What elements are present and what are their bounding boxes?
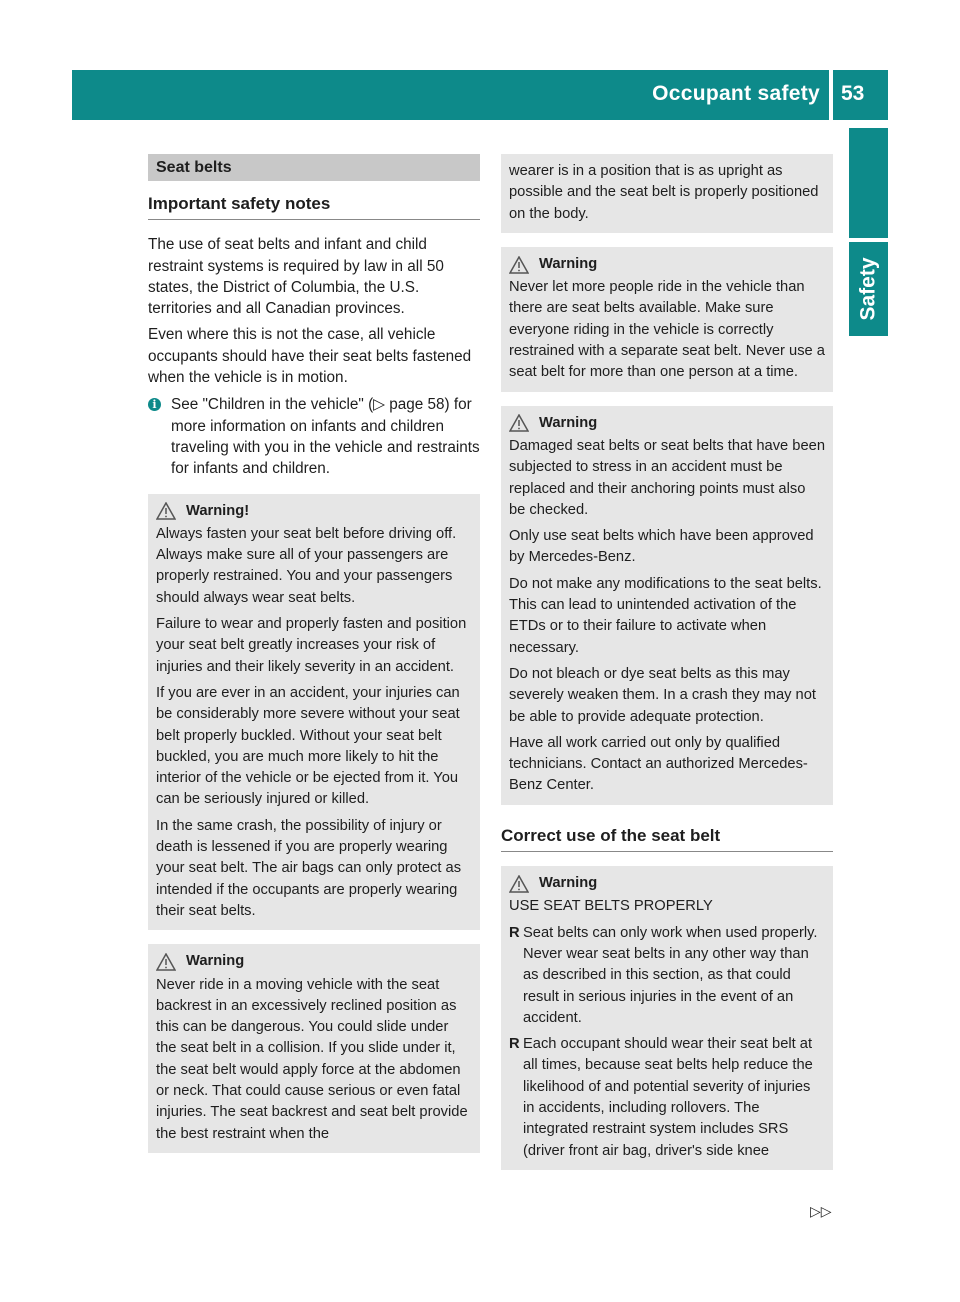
warning-title: Warning [186,953,245,970]
warning-box [501,406,833,805]
warning-triangle-icon [509,414,529,432]
bullet-icon: R [509,924,520,941]
info-note [148,394,480,479]
bullet-text: Seat belts can only work when used properly. Never wear seat belts in any other way than as described in this section, as that could result in serious injuries in the event of an accident. [523,924,818,1026]
warning-title: Warning [539,414,598,431]
side-tab-label: Safety [856,257,880,321]
warning-text: Never ride in a moving vehicle with the seat backrest in an excessively reclined position as this can be dangerous. You could slide under the seat belt in a collision. If you slide under it, the seat belt would apply force at the abdomen or neck. That could cause serious or even fatal injuries. The seat backrest and seat belt provide the best restraint when the [156,976,468,1142]
warning-triangle-icon [509,256,529,274]
right-column [501,154,833,1170]
warning-text: In the same crash, the possibility of injury or death is lessened if you are properly wearing your seat belt. The air bags can only protect as intended if the occupants are properly wearing their seat belts. [156,817,462,919]
continue-arrows: ▷▷ [810,1203,832,1219]
warning-box [148,944,480,1153]
subheading-correct-use: Correct use of the seat belt [501,825,833,852]
warning-box [501,247,833,392]
warning-text: wearer is in a position that is as upright as possible and the seat belt is properly positioned on the body. [509,163,819,222]
warning-text: Always fasten your seat belt before driving off. Always make sure all of your passengers are properly restrained. You and your passengers should always wear seat belts. [156,525,457,606]
list-item [509,1034,825,1162]
info-icon: i [148,398,161,411]
bullet-icon: R [509,1036,520,1053]
warning-text: Do not make any modifications to the seat belts. This can lead to unintended activation of the ETDs or to their failure to activate when necessary. [509,575,822,656]
warning-title: Warning! [186,502,250,519]
warning-triangle-icon [509,875,529,893]
warning-box [148,494,480,931]
subheading-safety-notes: Important safety notes [148,193,480,220]
bullet-text: Each occupant should wear their seat belt at all times, because seat belts help reduce the likelihood of and potential severity of injuries in accidents, including rollovers. The integrated restraint system includes SRS (driver front air bag, driver's side knee [523,1036,813,1159]
left-column [148,154,480,1153]
warning-text: If you are ever in an accident, your injuries can be considerably more severe without your seat belt properly buckled. Without your seat belt buckled, you are much more likely to hit the interior of the vehicle or be ejected from it. You can be seriously injured or killed. [156,684,460,808]
warning-box [501,866,833,1170]
warning-title: Warning [539,255,598,272]
list-item [509,923,825,1034]
warning-text: Only use seat belts which have been approved by Mercedes-Benz. [509,528,814,566]
warning-text: Do not bleach or dye seat belts as this may severely weaken them. In a crash they may not be able to provide adequate protection. [509,665,816,725]
warning-text: Damaged seat belts or seat belts that have been subjected to stress in an accident must be replaced and their anchoring points must also be checked. [509,437,825,518]
warning-text: Have all work carried out only by qualified technicians. Contact an authorized Mercedes-Benz Center. [509,734,808,794]
header-divider [829,70,833,120]
section-title: Seat belts [148,154,480,181]
page-number: 53 [841,82,865,105]
paragraph: The use of seat belts and infant and child restraint systems is required by law in all 50 states, the District of Columbia, the U.S. territories and all Canadian provinces. [148,236,444,318]
warning-text: Failure to wear and properly fasten and position your seat belt greatly increases your risk of injuries and their likely severity in an accident. [156,616,467,675]
side-tab-block [849,128,888,238]
warning-triangle-icon [156,953,176,971]
warning-text: Never let more people ride in the vehicle than there are seat belts available. Make sure everyone riding in the vehicle is correctly restrained with a separate seat belt. Never use a seat belt for more than one person at a time. [509,279,825,381]
info-text[interactable]: See "Children in the vehicle" (▷ page 58) for more information on infants and children traveling with you in the vehicle and restraints for infants and children. [171,396,480,478]
warning-triangle-icon [156,502,176,520]
side-tab[interactable] [849,242,888,336]
chapter-title: Occupant safety [652,82,820,105]
paragraph: Even where this is not the case, all vehicle occupants should have their seat belts fastened when the vehicle is in motion. [148,326,472,387]
warning-continued [501,154,833,233]
warning-title: Warning [539,875,598,892]
warning-intro: USE SEAT BELTS PROPERLY [509,898,713,915]
